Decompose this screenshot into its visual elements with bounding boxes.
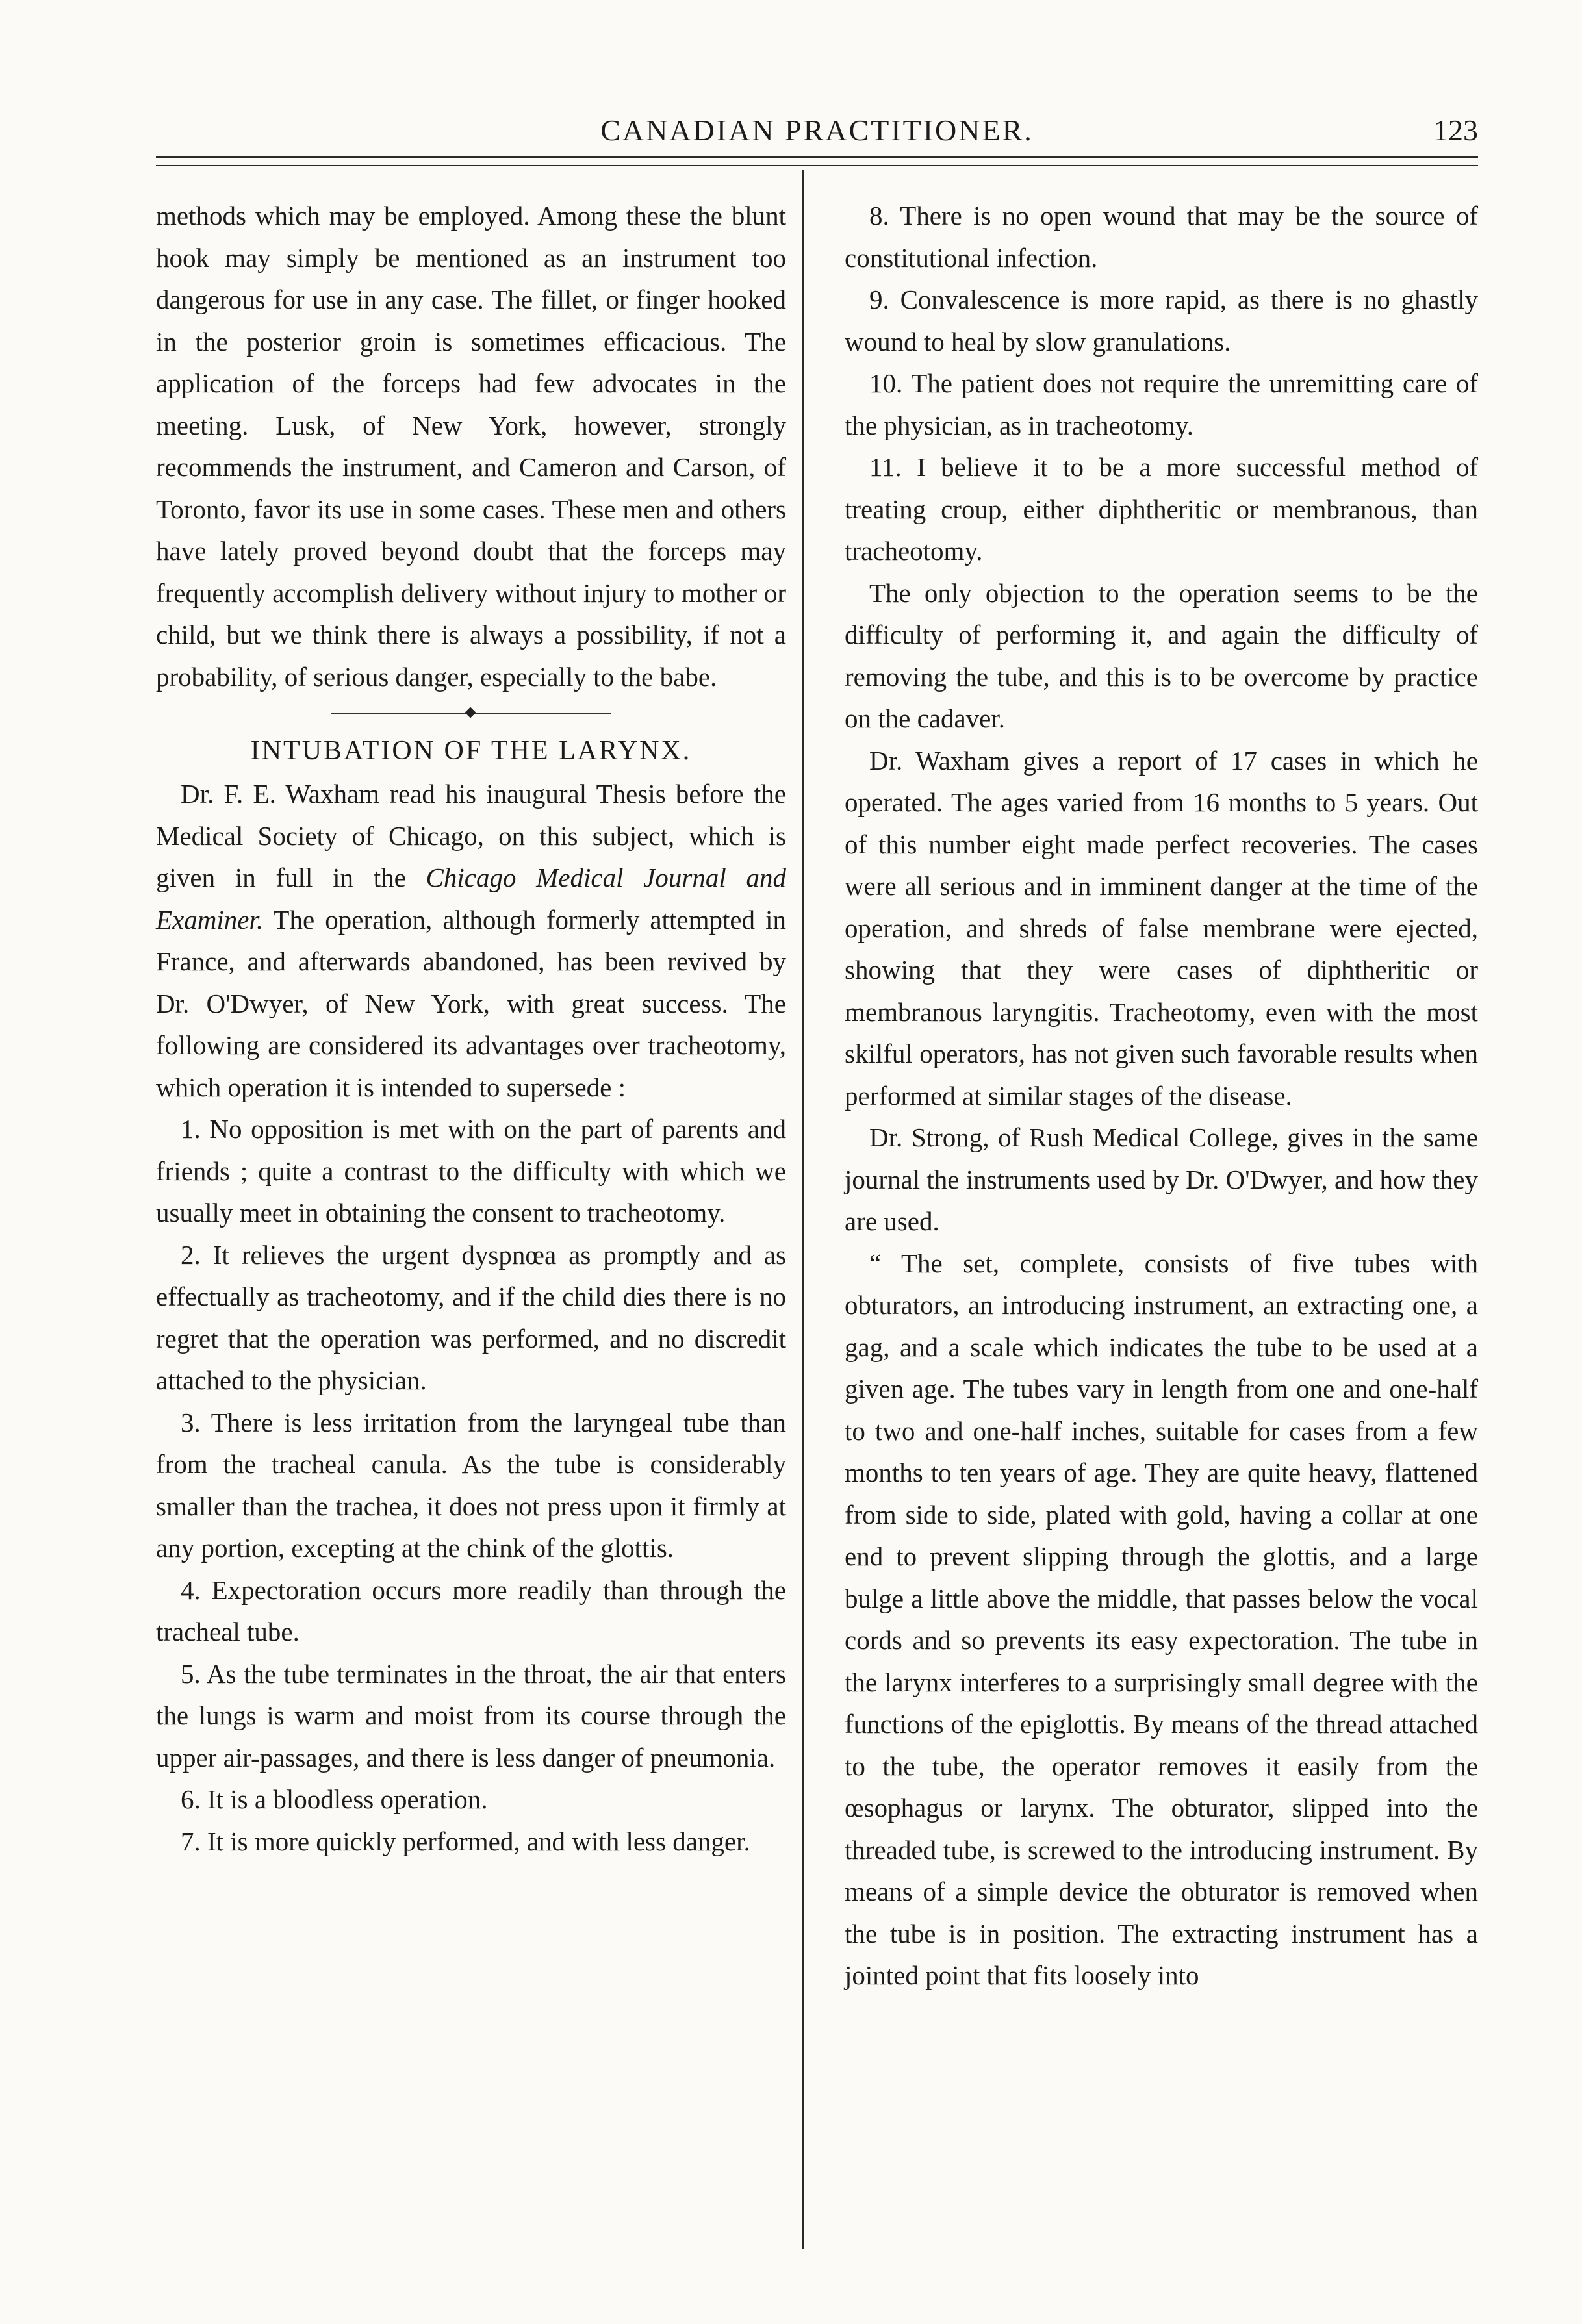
body-paragraph: Dr. Waxham gives a report of 17 cases in which he operated. The ages varied from 16 months to 5 years. Out of this number eight made perfect recoveries. The cases were all serious and in imminent danger at the time of the operation, and shreds of false membrane were ejected, showing that they were cases of diphtheritic or membranous laryngitis. Tracheotomy, even with the most skilful operators, has not given such favorable results when performed at similar stages of the disease. xyxy=(845,745,1478,1111)
advantage-item: 4. Expectoration occurs more readily than through the tracheal tube. xyxy=(156,1574,786,1647)
header-rule-thick xyxy=(156,156,1478,158)
advantage-item: 7. It is more quickly performed, and with less danger. xyxy=(181,1826,750,1856)
advantage-item: 3. There is less irritation from the laryngeal tube than from the tracheal canula. As the tube is considerably smaller than the trachea, it does not press upon it firmly at any portion, excepting at the chink of the glottis. xyxy=(156,1407,786,1563)
advantage-item: 9. Convalescence is more rapid, as there is no ghastly wound to heal by slow granulations. xyxy=(845,284,1478,357)
advantage-item: 6. It is a bloodless operation. xyxy=(181,1784,488,1814)
intro-paragraph: methods which may be employed. Among these the blunt hook may simply be mentioned as an instrument too dangerous for use in any case. The fillet, or finger hooked in the posterior groin is sometimes efficacious. The application of the forceps had few advocates in the meeting. Lusk, of New York, however, strongly recommends the instrument, and Cameron and Carson, of Toronto, favor its use in some cases. These men and others have lately proved beyond doubt that the forceps may frequently accomplish delivery without injury to mother or child, but we think there is always a possibility, if not a probability, of serious danger, especially to the babe. xyxy=(156,201,786,692)
section-heading: INTUBATION OF THE LARYNX. xyxy=(250,736,692,766)
journal-name: Chicago Medical Journal and Examiner. xyxy=(156,863,786,935)
diamond-ornament-icon xyxy=(465,707,476,718)
header-rule-thin xyxy=(156,165,1478,166)
advantage-item: 11. I believe it to be a more successful method of treating croup, either diphtheritic or membranous, than tracheotomy. xyxy=(845,452,1478,566)
right-column xyxy=(845,195,1478,1997)
advantage-item: 2. It relieves the urgent dyspnœa as promptly and as effectually as tracheotomy, and if the child dies there is no regret that the operation was performed, and no discredit attached to the physician. xyxy=(156,1239,786,1395)
body-paragraph: The only objection to the operation seems to be the difficulty of performing it, and again the difficulty of removing the tube, and this is to be overcome by practice on the cadaver. xyxy=(845,577,1478,733)
running-head xyxy=(156,103,1478,155)
journal-title: CANADIAN PRACTITIONER. xyxy=(600,114,1034,147)
left-column xyxy=(156,195,786,1862)
section-divider-ornament xyxy=(156,700,786,726)
thesis-paragraph: Dr. F. E. Waxham read his inaugural Thesis before the Medical Society of Chicago, on this subject, which is given in full in the Chicago Medical Journal and Examiner. The operation, although formerly attempted in France, and afterwards abandoned, has been revived by Dr. O'Dwyer, of New York, with great success. The following are considered its advantages over tracheotomy, which operation it is intended to supersede : xyxy=(156,779,786,1102)
body-paragraph: Dr. Strong, of Rush Medical College, gives in the same journal the instruments used by Dr. O'Dwyer, and how they are used. xyxy=(845,1122,1478,1236)
advantage-item: 5. As the tube terminates in the throat, the air that enters the lungs is warm and moist from its course through the upper air-passages, and there is less danger of pneumonia. xyxy=(156,1658,786,1773)
advantage-item: 8. There is no open wound that may be the source of constitutional infection. xyxy=(845,201,1478,273)
advantage-item: 1. No opposition is met with on the part of parents and friends ; quite a contrast to the difficulty with which we usually meet in obtaining the consent to tracheotomy. xyxy=(156,1114,786,1228)
column-divider xyxy=(802,170,804,2249)
page-number: 123 xyxy=(1433,114,1478,147)
quoted-paragraph: “ The set, complete, consists of five tubes with obturators, an introducing instrument, an extracting one, a gag, and a scale which indicates the tube to be used at a given age. The tubes vary in length from one and one-half to two and one-half inches, suitable for cases from a few months to ten years of age. They are quite heavy, flattened from side to side, plated with gold, having a collar at one end to prevent slipping through the glottis, and a large bulge a little above the middle, that passes below the vocal cords and so prevents its easy expectoration. The tube in the larynx interferes to a surprisingly small degree with the functions of the epiglottis. By means of the thread attached to the tube, the operator removes it easily from the œsophagus or larynx. The obturator, slipped into the threaded tube, is screwed to the introducing instrument. By means of a simple device the obturator is removed when the tube is in position. The extracting instrument has a jointed point that fits loosely into xyxy=(845,1248,1478,1990)
advantage-item: 10. The patient does not require the unremitting care of the physician, as in tracheotomy. xyxy=(845,368,1478,440)
